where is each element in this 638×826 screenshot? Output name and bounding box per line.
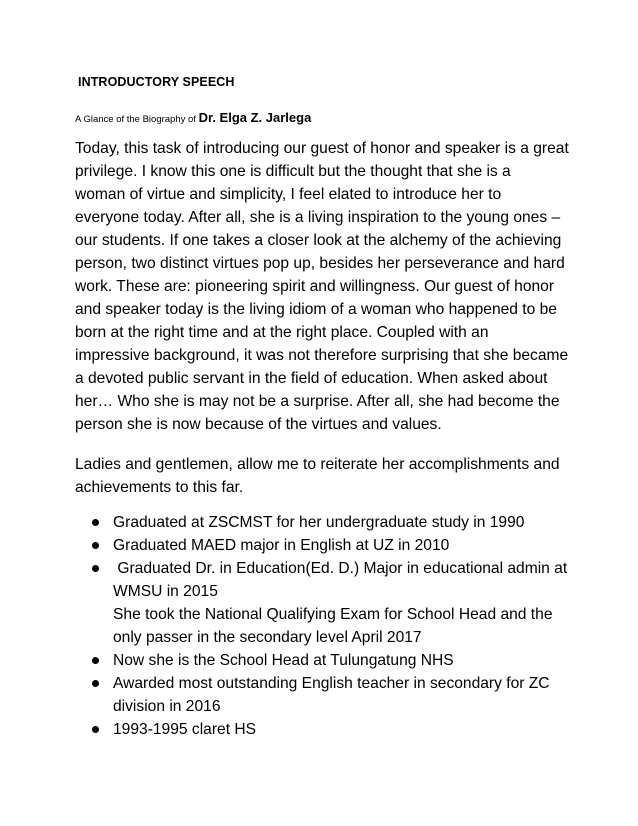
paragraph-line: a devoted public servant in the field of education. When asked about	[75, 370, 548, 387]
bullet-icon	[92, 680, 99, 687]
list-item-text: division in 2016	[113, 698, 221, 715]
paragraph-line: achievements to this far.	[75, 479, 244, 496]
paragraph-line: our students. If one takes a closer look at the alchemy of the achieving	[75, 232, 562, 249]
list-item-text: 1993-1995 claret HS	[113, 721, 257, 738]
paragraph-line: person she is now because of the virtues and values.	[75, 416, 442, 433]
bullet-icon	[92, 657, 99, 664]
paragraph-line: work. These are: pioneering spirit and willingness. Our guest of honor	[75, 278, 555, 295]
document-subtitle	[75, 110, 311, 125]
bullet-icon	[92, 726, 99, 733]
document-heading: INTRODUCTORY SPEECH	[78, 75, 235, 89]
intro-paragraph	[75, 137, 575, 436]
list-item-text: Graduated MAED major in English at UZ in 2010	[113, 537, 450, 554]
list-item-text: She took the National Qualifying Exam for School Head and the	[113, 606, 553, 623]
paragraph-line: Ladies and gentlemen, allow me to reiterate her accomplishments and	[75, 456, 560, 473]
list-item-text: Graduated Dr. in Education(Ed. D.) Major in educational admin at	[113, 560, 568, 577]
list-item-text: only passer in the secondary level April 2017	[113, 629, 422, 646]
paragraph-line: person, two distinct virtues pop up, besides her perseverance and hard	[75, 255, 565, 272]
list-item	[92, 534, 592, 557]
accomplishments-list	[92, 511, 592, 741]
paragraph-line: her… Who she is may not be a surprise. After all, she had become the	[75, 393, 560, 410]
bullet-icon	[92, 565, 99, 572]
list-item	[92, 649, 592, 672]
list-item-text: Now she is the School Head at Tulungatung NHS	[113, 652, 454, 669]
bullet-icon	[92, 519, 99, 526]
list-item	[92, 718, 592, 741]
bullet-icon	[92, 542, 99, 549]
paragraph-line: woman of virtue and simplicity, I feel elated to introduce her to	[75, 186, 502, 203]
paragraph-line: and speaker today is the living idiom of a woman who happened to be	[75, 301, 557, 318]
list-item	[92, 511, 592, 534]
list-item-text: Awarded most outstanding English teacher in secondary for ZC	[113, 675, 550, 692]
subtitle-prefix: A Glance of the Biography of	[75, 114, 199, 125]
accomplishments-intro-paragraph	[75, 453, 575, 499]
paragraph-line: everyone today. After all, she is a living inspiration to the young ones –	[75, 209, 561, 226]
paragraph-line: impressive background, it was not therefore surprising that she became	[75, 347, 569, 364]
paragraph-line: Today, this task of introducing our guest of honor and speaker is a great	[75, 140, 569, 157]
honoree-name: Dr. Elga Z. Jarlega	[198, 110, 312, 125]
list-item	[92, 557, 592, 649]
paragraph-line: privilege. I know this one is difficult but the thought that she is a	[75, 163, 511, 180]
list-item-text: Graduated at ZSCMST for her undergraduate study in 1990	[113, 514, 525, 531]
list-item	[92, 672, 592, 718]
paragraph-line: born at the right time and at the right place. Coupled with an	[75, 324, 489, 341]
list-item-text: WMSU in 2015	[113, 583, 218, 600]
